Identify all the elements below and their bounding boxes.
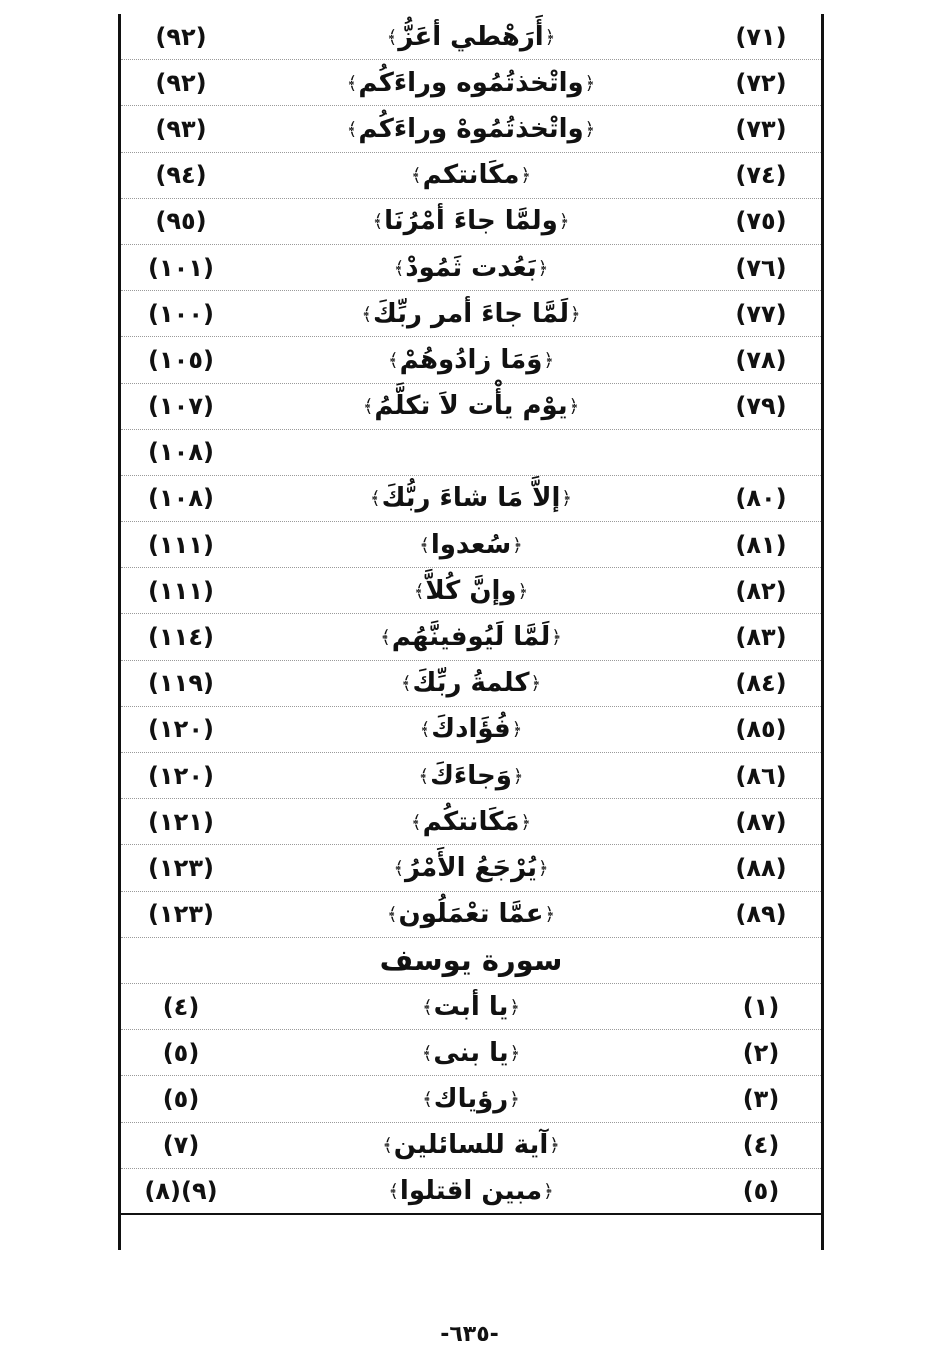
verse-reference: (٨)(٩) (144, 1176, 218, 1205)
quran-word: يُرْجَعُ الأَمْرُ (404, 852, 538, 883)
entry-number: (٨٥) (735, 715, 787, 744)
ornament-bracket-close: ﴾ (400, 673, 412, 695)
quran-word: مبين اقتلوا (399, 1175, 543, 1206)
verse-reference: (١١١) (148, 576, 214, 605)
entry-number: (٧٦) (735, 253, 787, 282)
quran-word-cell (241, 1084, 701, 1114)
ornament-bracket-open: ﴿ (509, 1088, 520, 1110)
verse-reference: (٩٢) (155, 68, 207, 97)
verse-reference: (١٠١) (148, 253, 214, 282)
entry-number: (٧٤) (735, 161, 787, 190)
table-row (121, 1030, 821, 1076)
entry-number: (٨٩) (735, 900, 787, 929)
ornament-bracket-close: ﴾ (411, 165, 422, 187)
quran-word-cell (241, 1038, 701, 1068)
verse-reference: (٥) (162, 1038, 200, 1067)
verse-reference: (١٢١) (148, 807, 214, 836)
entry-number: (٧٨) (735, 345, 787, 374)
table-row (121, 1169, 821, 1215)
table-row (121, 106, 821, 152)
quran-word: إلاَّ مَا شاءَ ربُّكَ (381, 483, 561, 514)
quran-word: واتْخذتُمُوه وراءَكُم (358, 67, 584, 98)
table-row (121, 614, 821, 660)
table-row (121, 892, 821, 938)
ornament-bracket-open: ﴿ (509, 1042, 521, 1064)
quran-word: لَمَّا لَيُوفينَّهُم (391, 622, 551, 653)
ornament-bracket-close: ﴾ (372, 211, 384, 233)
verse-reference: (٩٥) (155, 207, 207, 236)
verse-reference: (٩٣) (155, 114, 207, 143)
quran-word: سُعدوا (430, 529, 512, 560)
verse-reference: (٧) (162, 1131, 200, 1160)
ornament-bracket-close: ﴾ (362, 396, 374, 418)
quran-word: مكَانتكم (422, 160, 520, 191)
quran-word: وَمَا زادُوهُمْ (399, 344, 543, 375)
quran-word-cell (241, 899, 701, 929)
ornament-bracket-close: ﴾ (370, 488, 381, 510)
table-row (121, 291, 821, 337)
entry-number: (٣) (742, 1084, 780, 1113)
index-table (118, 14, 824, 1250)
quran-word: مَكَانتكُم (422, 806, 520, 837)
ornament-bracket-open: ﴿ (558, 211, 570, 233)
quran-word-cell (241, 807, 701, 837)
quran-word-cell (241, 576, 701, 606)
table-row (121, 661, 821, 707)
table-row (121, 60, 821, 106)
entry-number: (٧٢) (735, 68, 787, 97)
quran-word-cell (241, 853, 701, 883)
entry-number: (٢) (742, 1038, 780, 1067)
entry-number: (٨٢) (735, 576, 787, 605)
verse-reference: (١٠٥) (148, 345, 214, 374)
quran-word-cell (241, 714, 701, 744)
ornament-bracket-close: ﴾ (422, 1088, 433, 1110)
entry-number: (٨٦) (735, 761, 787, 790)
entry-number: (٨٣) (735, 623, 787, 652)
verse-reference: (٩٢) (155, 22, 207, 51)
verse-reference: (١٠٨) (148, 484, 214, 513)
ornament-bracket-close: ﴾ (421, 1042, 433, 1064)
verse-reference: (١٠٠) (148, 299, 214, 328)
ornament-bracket-close: ﴾ (361, 303, 372, 325)
entry-number: (٨٤) (735, 669, 787, 698)
entry-number: (٧١) (735, 22, 787, 51)
entry-number: (٨١) (735, 530, 787, 559)
quran-word: لَمَّا جاءَ أمر ربِّكَ (372, 298, 570, 329)
ornament-bracket-close: ﴾ (388, 1180, 399, 1202)
ornament-bracket-open: ﴿ (509, 996, 520, 1018)
verse-reference: (١٠٧) (148, 392, 214, 421)
table-row (121, 337, 821, 383)
quran-word: أَرَهْطي أعَزُّ (398, 21, 544, 52)
entry-number: (٤) (742, 1131, 780, 1160)
table-row (121, 1123, 821, 1169)
entry-number: (٥) (742, 1176, 780, 1205)
table-row (121, 153, 821, 199)
ornament-bracket-open: ﴿ (520, 165, 531, 187)
ornament-bracket-open: ﴿ (512, 534, 523, 556)
quran-word-cell (241, 253, 701, 283)
ornament-bracket-open: ﴿ (511, 719, 523, 741)
quran-word: واتْخذتُمُوهْ وراءَكُم (358, 113, 584, 144)
entry-number: (٨٠) (735, 484, 787, 513)
ornament-bracket-open: ﴿ (544, 904, 556, 926)
ornament-bracket-open: ﴿ (568, 396, 580, 418)
quran-word: بَعُدت ثَمُودْ (405, 252, 537, 283)
table-row (121, 799, 821, 845)
quran-word: وَجاءَكَ (430, 760, 512, 791)
table-row (121, 568, 821, 614)
ornament-bracket-open: ﴿ (543, 1180, 554, 1202)
quran-word-cell (241, 668, 701, 698)
verse-reference: (١٢٠) (148, 715, 214, 744)
quran-word-cell (241, 1176, 701, 1206)
quran-word-cell (241, 114, 701, 144)
entry-number: (٧٩) (735, 392, 787, 421)
ornament-bracket-open: ﴿ (520, 811, 531, 833)
table-row (121, 522, 821, 568)
surah-heading (121, 938, 821, 984)
table-row (121, 14, 821, 60)
ornament-bracket-open: ﴿ (544, 26, 556, 48)
table-row (121, 845, 821, 891)
ornament-bracket-open: ﴿ (537, 257, 549, 279)
quran-word-cell (241, 22, 701, 52)
ornament-bracket-close: ﴾ (418, 765, 430, 787)
ornament-bracket-close: ﴾ (411, 811, 422, 833)
ornament-bracket-close: ﴾ (382, 1135, 393, 1157)
table-row (121, 245, 821, 291)
table-row (121, 1076, 821, 1122)
quran-word: يا بنى (433, 1037, 509, 1068)
ornament-bracket-open: ﴿ (512, 765, 524, 787)
table-row (121, 199, 821, 245)
quran-word: يوْم يأْت لاَ تكلَّمُ (374, 391, 568, 422)
surah-heading-text: سورة يوسف (379, 943, 563, 978)
verse-reference: (١١٩) (148, 669, 214, 698)
quran-word-cell (241, 206, 701, 236)
verse-reference: (١٠٨) (148, 438, 214, 467)
quran-word: آية للسائلين (393, 1130, 549, 1161)
ornament-bracket-close: ﴾ (393, 257, 405, 279)
quran-word-cell (241, 1130, 701, 1160)
quran-word-cell (241, 68, 701, 98)
ornament-bracket-close: ﴾ (419, 719, 431, 741)
ornament-bracket-open: ﴿ (538, 857, 549, 879)
table-row (121, 430, 821, 476)
entry-number: (٨٧) (735, 807, 787, 836)
table-row (121, 753, 821, 799)
quran-word-cell (241, 299, 701, 329)
ornament-bracket-close: ﴾ (388, 349, 399, 371)
quran-word: ولمَّا جاءَ أمْرُنَا (384, 206, 558, 237)
quran-word: كلمةُ ربِّكَ (412, 668, 530, 699)
entry-number: (٨٨) (735, 853, 787, 882)
quran-word: رؤياك (433, 1083, 509, 1114)
verse-reference: (١٢٣) (148, 853, 214, 882)
quran-word-cell (241, 530, 701, 560)
entry-number: (٧٥) (735, 207, 787, 236)
quran-word-cell (241, 391, 701, 421)
entry-number: (٧٧) (735, 299, 787, 328)
ornament-bracket-close: ﴾ (419, 534, 430, 556)
ornament-bracket-close: ﴾ (346, 118, 358, 140)
verse-reference: (١١١) (148, 530, 214, 559)
ornament-bracket-open: ﴿ (584, 118, 596, 140)
quran-word-cell (241, 345, 701, 375)
ornament-bracket-open: ﴿ (549, 1135, 560, 1157)
quran-word-cell (241, 160, 701, 190)
ornament-bracket-close: ﴾ (386, 26, 398, 48)
quran-word: يا أبت (433, 991, 509, 1022)
table-row (121, 384, 821, 430)
verse-reference: (٩٤) (155, 161, 207, 190)
quran-word-cell (241, 622, 701, 652)
ornament-bracket-close: ﴾ (422, 996, 433, 1018)
ornament-bracket-open: ﴿ (584, 72, 596, 94)
ornament-bracket-close: ﴾ (386, 904, 398, 926)
quran-word-cell (241, 992, 701, 1022)
ornament-bracket-open: ﴿ (530, 673, 542, 695)
ornament-bracket-close: ﴾ (380, 627, 391, 649)
entry-number: (٧٣) (735, 114, 787, 143)
verse-reference: (١١٤) (148, 623, 214, 652)
ornament-bracket-open: ﴿ (570, 303, 581, 325)
verse-reference: (٥) (162, 1084, 200, 1113)
ornament-bracket-close: ﴾ (413, 580, 425, 602)
table-row (121, 476, 821, 522)
ornament-bracket-open: ﴿ (561, 488, 572, 510)
verse-reference: (٤) (162, 992, 200, 1021)
quran-word: فُؤَادكَ (431, 714, 511, 745)
table-row (121, 707, 821, 753)
ornament-bracket-close: ﴾ (393, 857, 404, 879)
quran-word: عمَّا تعْمَلُون (398, 899, 544, 930)
verse-reference: (١٢٠) (148, 761, 214, 790)
quran-word: وإنَّ كُلاَّ (425, 575, 517, 606)
table-row (121, 984, 821, 1030)
verse-reference: (١٢٣) (148, 900, 214, 929)
entry-number: (١) (742, 992, 780, 1021)
page-number: -٦٣٥- (440, 1322, 499, 1347)
quran-word-cell (241, 761, 701, 791)
quran-word-cell (241, 483, 701, 513)
ornament-bracket-open: ﴿ (543, 349, 554, 371)
ornament-bracket-close: ﴾ (346, 72, 358, 94)
ornament-bracket-open: ﴿ (551, 627, 562, 649)
ornament-bracket-open: ﴿ (517, 580, 529, 602)
